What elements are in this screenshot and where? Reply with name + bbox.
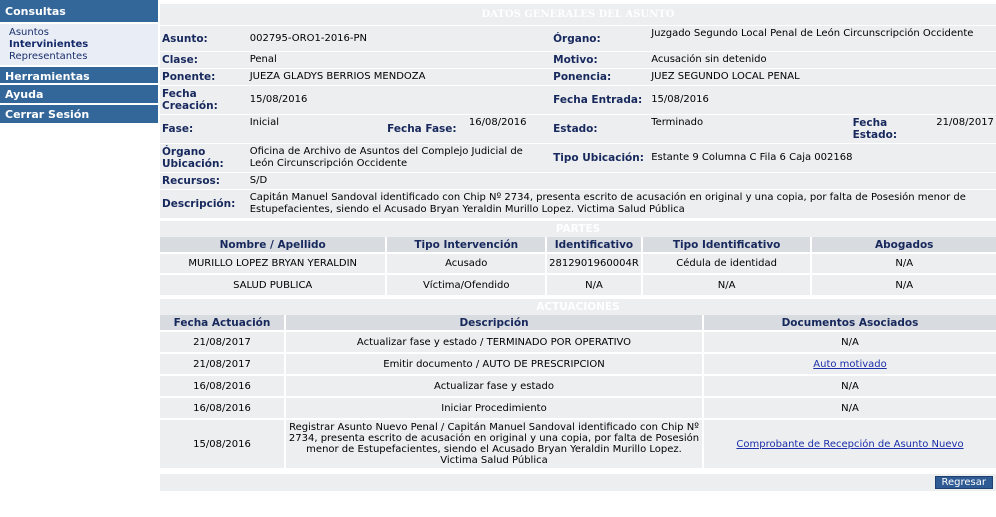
submenu-item-intervinientes[interactable]: Intervinientes	[9, 39, 89, 50]
main-content	[160, 4, 996, 468]
table-row	[160, 374, 996, 396]
actuacion-descripcion: Iniciar Procedimiento	[286, 396, 704, 418]
actuaciones-header-documentos: Documentos Asociados	[704, 315, 996, 330]
ponente-label: Ponente:	[160, 69, 248, 86]
fecha-estado-label: Fecha Estado:	[851, 115, 935, 144]
estado-label: Estado:	[551, 115, 649, 144]
table-row	[160, 330, 996, 352]
actuacion-documento	[704, 352, 996, 374]
fecha-fase-value: 16/08/2016	[467, 115, 551, 144]
partes-cell: MURILLO LOPEZ BRYAN YERALDIN	[160, 252, 387, 273]
ponente-value: JUEZA GLADYS BERRIOS MENDOZA	[248, 69, 551, 86]
fase-label: Fase:	[160, 115, 248, 144]
auto-motivado-link[interactable]: Auto motivado	[813, 358, 887, 370]
actuacion-fecha: 16/08/2016	[160, 396, 286, 418]
partes-cell: SALUD PUBLICA	[160, 273, 387, 295]
ponencia-value: JUEZ SEGUNDO LOCAL PENAL	[649, 69, 996, 86]
organo-label: Órgano:	[551, 26, 649, 52]
menu-herramientas[interactable]: Herramientas	[0, 65, 158, 85]
fecha-estado-value: 21/08/2017	[934, 115, 996, 144]
table-row	[160, 273, 996, 295]
partes-header-tipo-identificativo: Tipo Identificativo	[643, 237, 813, 252]
partes-table	[160, 221, 996, 295]
menu-cerrar-sesion[interactable]: Cerrar Sesión	[0, 105, 158, 125]
partes-header-nombre: Nombre / Apellido	[160, 237, 387, 252]
estado-value: Terminado	[649, 115, 850, 144]
tipo-ubicacion-label: Tipo Ubicación:	[551, 144, 649, 173]
comprobante-recepcion-link[interactable]: Comprobante de Recepción de Asunto Nuevo	[736, 438, 964, 450]
fecha-entrada-value: 15/08/2016	[649, 86, 996, 115]
organo-ubicacion-label: Órgano Ubicación:	[160, 144, 248, 173]
partes-cell: 2812901960004R	[547, 252, 643, 273]
sidebar-menu	[0, 0, 158, 125]
actuacion-fecha: 16/08/2016	[160, 374, 286, 396]
submenu-item-representantes[interactable]: Representantes	[9, 51, 88, 62]
table-row	[160, 252, 996, 273]
partes-cell: Cédula de identidad	[643, 252, 813, 273]
actuaciones-header-fecha: Fecha Actuación	[160, 315, 286, 330]
actuacion-documento	[704, 418, 996, 468]
actuacion-fecha: 15/08/2016	[160, 418, 286, 468]
asunto-label: Asunto:	[160, 26, 248, 52]
motivo-label: Motivo:	[551, 52, 649, 69]
submenu-item-asuntos[interactable]: Asuntos	[9, 27, 49, 38]
fecha-fase-label: Fecha Fase:	[385, 115, 467, 144]
organo-ubicacion-value: Oficina de Archivo de Asuntos del Complejo Judicial de León Circunscripción Occidente	[248, 144, 551, 173]
actuacion-documento: N/A	[704, 396, 996, 418]
partes-cell: N/A	[812, 273, 996, 295]
fase-value: Inicial	[248, 115, 385, 144]
footer-bar	[160, 474, 996, 491]
submenu-consultas	[0, 24, 158, 65]
partes-cell: Víctima/Ofendido	[387, 273, 547, 295]
partes-cell: Acusado	[387, 252, 547, 273]
motivo-value: Acusación sin detenido	[649, 52, 996, 69]
clase-value: Penal	[248, 52, 551, 69]
partes-cell: N/A	[643, 273, 813, 295]
table-row	[160, 396, 996, 418]
actuaciones-section-title: ACTUACIONES	[160, 299, 996, 315]
table-row	[160, 418, 996, 468]
regresar-button[interactable]: Regresar	[935, 476, 994, 489]
descripcion-label: Descripción:	[160, 190, 248, 219]
actuacion-documento: N/A	[704, 374, 996, 396]
tipo-ubicacion-value: Estante 9 Columna C Fila 6 Caja 002168	[649, 144, 996, 173]
general-section-title: DATOS GENERALES DEL ASUNTO	[160, 4, 996, 26]
recursos-label: Recursos:	[160, 173, 248, 190]
asunto-value: 002795-ORO1-2016-PN	[248, 26, 551, 52]
partes-header-abogados: Abogados	[812, 237, 996, 252]
actuaciones-table	[160, 299, 996, 468]
organo-value: Juzgado Segundo Local Penal de León Circunscripción Occidente	[649, 26, 996, 52]
actuacion-descripcion: Actualizar fase y estado	[286, 374, 704, 396]
actuacion-documento: N/A	[704, 330, 996, 352]
actuacion-fecha: 21/08/2017	[160, 330, 286, 352]
partes-section-title: PARTES	[160, 221, 996, 237]
fecha-creacion-value: 15/08/2016	[248, 86, 551, 115]
partes-cell: N/A	[547, 273, 643, 295]
actuacion-descripcion: Actualizar fase y estado / TERMINADO POR OPERATIVO	[286, 330, 704, 352]
recursos-value: S/D	[248, 173, 996, 190]
clase-label: Clase:	[160, 52, 248, 69]
menu-consultas[interactable]: Consultas	[0, 0, 158, 24]
actuacion-fecha: 21/08/2017	[160, 352, 286, 374]
actuacion-descripcion: Emitir documento / AUTO DE PRESCRIPCION	[286, 352, 704, 374]
partes-header-tipo-intervencion: Tipo Intervención	[387, 237, 547, 252]
actuacion-descripcion: Registrar Asunto Nuevo Penal / Capitán Manuel Sandoval identificado con Chip Nº 2734, presenta escrito de acusación en original y una copia, por falta de Posesión menor de Estupefacientes, siendo el Acusado Bryan Yeraldin Murillo Lopez. Victima Salud Pública	[286, 418, 704, 468]
general-data-table	[160, 4, 996, 219]
actuaciones-header-descripcion: Descripción	[286, 315, 704, 330]
fecha-creacion-label: Fecha Creación:	[160, 86, 248, 115]
table-row	[160, 352, 996, 374]
partes-header-identificativo: Identificativo	[547, 237, 643, 252]
descripcion-value: Capitán Manuel Sandoval identificado con Chip Nº 2734, presenta escrito de acusación en original y una copia, por falta de Posesión menor de Estupefacientes, siendo el Acusado Bryan Yeraldin Murillo Lopez. Victima Salud Pública	[248, 190, 996, 219]
fecha-entrada-label: Fecha Entrada:	[551, 86, 649, 115]
partes-cell: N/A	[812, 252, 996, 273]
menu-ayuda[interactable]: Ayuda	[0, 85, 158, 105]
ponencia-label: Ponencia:	[551, 69, 649, 86]
